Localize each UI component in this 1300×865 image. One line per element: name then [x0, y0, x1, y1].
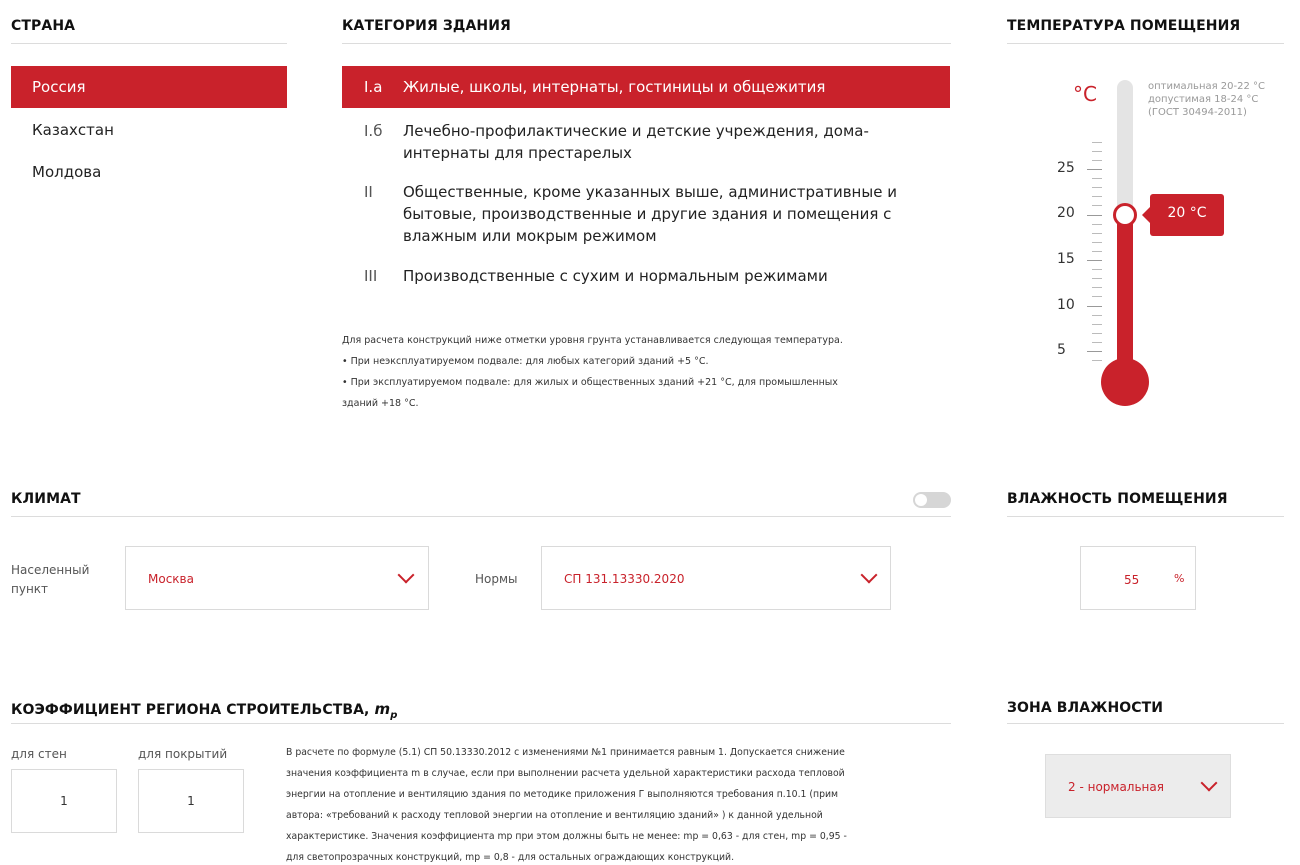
region-title-sub: p: [390, 709, 398, 721]
chevron-down-icon: [1201, 775, 1218, 792]
region-text-line: В расчете по формуле (5.1) СП 50.13330.2012 с изменениями №1 принимается равным 1. Допускается снижение: [286, 747, 845, 758]
humidity-zone-value: 2 - нормальная: [1068, 780, 1164, 794]
region-title-symbol: m: [374, 700, 391, 718]
thermometer-bulb: [1101, 358, 1149, 406]
scale-label: 15: [1057, 251, 1075, 267]
temperature-title: ТЕМПЕРАТУРА ПОМЕЩЕНИЯ: [1007, 18, 1241, 34]
temperature-hint-optimal: оптимальная 20-22 °С: [1148, 81, 1266, 92]
chevron-down-icon: [398, 567, 415, 584]
scale-minor-tick: [1092, 142, 1102, 143]
temperature-slider-handle[interactable]: [1113, 203, 1137, 227]
humidity-zone-select[interactable]: [1045, 754, 1231, 818]
badge-pointer: [1142, 207, 1150, 223]
city-label-line: Населенный: [11, 563, 90, 577]
roof-value: 1: [187, 794, 195, 808]
city-label: [11, 561, 89, 599]
walls-value: 1: [60, 794, 68, 808]
scale-minor-tick: [1092, 187, 1102, 188]
city-select-value: Москва: [148, 572, 194, 586]
humidity-zone-divider: [1007, 723, 1284, 724]
region-text-line: значения коэффициента m в случае, если при выполнении расчета удельной характеристики расхода тепловой: [286, 768, 845, 779]
scale-minor-tick: [1092, 324, 1102, 325]
scale-minor-tick: [1092, 224, 1102, 225]
region-text-line: для светопрозрачных конструкций, mр = 0,8 - для остальных ограждающих конструкций.: [286, 852, 735, 863]
region-text-line: энергии на отопление и вентиляцию здания по методике приложения Г выполняются требования п.10.1 (прим: [286, 789, 839, 800]
scale-label: 20: [1057, 205, 1075, 221]
country-item-label: Казахстан: [32, 121, 114, 139]
basement-note: [342, 330, 942, 414]
category-code: III: [364, 267, 378, 285]
thermometer[interactable]: [1040, 78, 1220, 408]
climate-title: КЛИМАТ: [11, 491, 81, 507]
basement-note-bullet-cont: зданий +18 °С.: [342, 398, 419, 409]
category-code: I.а: [364, 78, 383, 96]
category-label: Жилые, школы, интернаты, гостиницы и общежития: [403, 78, 826, 96]
basement-note-bullet: • При неэксплуатируемом подвале: для любых категорий зданий +5 °С.: [342, 356, 709, 367]
city-select[interactable]: [125, 546, 429, 610]
scale-minor-tick: [1092, 196, 1102, 197]
scale-minor-tick: [1092, 233, 1102, 234]
country-item-moldova[interactable]: [11, 151, 287, 193]
category-divider: [342, 43, 951, 44]
humidity-input[interactable]: [1080, 546, 1196, 610]
category-code: II: [364, 183, 373, 201]
scale-major-tick: [1087, 215, 1102, 216]
norms-select-value: СП 131.13330.2020: [564, 572, 685, 586]
roof-input[interactable]: [138, 769, 244, 833]
category-title: КАТЕГОРИЯ ЗДАНИЯ: [342, 18, 511, 34]
region-divider: [11, 723, 951, 724]
category-item-3[interactable]: [342, 265, 950, 287]
basement-note-bullet: • При эксплуатируемом подвале: для жилых и общественных зданий +21 °С, для промышленных: [342, 377, 838, 388]
humidity-value: 55: [1124, 573, 1140, 587]
scale-major-tick: [1087, 351, 1102, 352]
scale-label: 25: [1057, 160, 1075, 176]
temperature-divider: [1007, 43, 1284, 44]
thermometer-fill: [1117, 215, 1133, 379]
category-code: I.б: [364, 122, 383, 140]
country-item-label: Молдова: [32, 163, 102, 181]
scale-minor-tick: [1092, 205, 1102, 206]
roof-label: для покрытий: [138, 747, 228, 761]
scale-minor-tick: [1092, 333, 1102, 334]
region-title-text: КОЭФФИЦИЕНТ РЕГИОНА СТРОИТЕЛЬСТВА,: [11, 702, 370, 718]
country-title: СТРАНА: [11, 18, 76, 34]
scale-major-tick: [1087, 169, 1102, 170]
chevron-down-icon: [861, 567, 878, 584]
humidity-zone-title: ЗОНА ВЛАЖНОСТИ: [1007, 700, 1164, 716]
category-item-2[interactable]: [342, 181, 950, 247]
humidity-divider: [1007, 516, 1284, 517]
region-text-line: автора: «требований к расходу тепловой энергии на отопление и вентиляцию зданий» ) к данной удельной: [286, 810, 823, 821]
category-label: Общественные, кроме указанных выше, административные и бытовые, производственные и другие здания и помещения с влажным или мокрым режимом: [403, 183, 897, 245]
category-label: Лечебно-профилактические и детские учреждения, дома-интернаты для престарелых: [403, 122, 869, 162]
toggle-switch-icon: [915, 494, 927, 506]
scale-minor-tick: [1092, 278, 1102, 279]
temperature-value: 20 °C: [1167, 204, 1207, 221]
category-item-1a[interactable]: [342, 66, 950, 108]
region-title: [11, 700, 397, 721]
temperature-value-badge: [1150, 194, 1224, 236]
scale-minor-tick: [1092, 287, 1102, 288]
category-label: Производственные с сухим и нормальным режимами: [403, 267, 828, 285]
climate-divider: [11, 516, 951, 517]
humidity-title: ВЛАЖНОСТЬ ПОМЕЩЕНИЯ: [1007, 491, 1228, 507]
scale-minor-tick: [1092, 315, 1102, 316]
country-item-kazakhstan[interactable]: [11, 109, 287, 151]
country-divider: [11, 43, 287, 44]
scale-label: 10: [1057, 297, 1075, 313]
temperature-unit: °C: [1073, 82, 1097, 106]
scale-minor-tick: [1092, 269, 1102, 270]
walls-input[interactable]: [11, 769, 117, 833]
scale-minor-tick: [1092, 342, 1102, 343]
scale-minor-tick: [1092, 296, 1102, 297]
scale-minor-tick: [1092, 160, 1102, 161]
temperature-hint-gost: (ГОСТ 30494-2011): [1148, 107, 1247, 118]
category-item-1b[interactable]: [342, 120, 950, 164]
norms-select[interactable]: [541, 546, 891, 610]
scale-minor-tick: [1092, 242, 1102, 243]
scale-minor-tick: [1092, 251, 1102, 252]
scale-major-tick: [1087, 260, 1102, 261]
walls-label: для стен: [11, 747, 67, 761]
humidity-unit: %: [1174, 572, 1185, 585]
scale-minor-tick: [1092, 360, 1102, 361]
scale-minor-tick: [1092, 151, 1102, 152]
basement-note-intro: Для расчета конструкций ниже отметки уровня грунта устанавливается следующая температура.: [342, 335, 843, 346]
country-item-label: Россия: [32, 78, 86, 96]
temperature-hint-allowed: допустимая 18-24 °С: [1148, 94, 1259, 105]
country-item-russia[interactable]: [11, 66, 287, 108]
scale-major-tick: [1087, 306, 1102, 307]
scale-minor-tick: [1092, 178, 1102, 179]
region-description: [286, 742, 950, 865]
norms-label: Нормы: [475, 572, 518, 586]
city-label-line: пункт: [11, 582, 49, 596]
scale-label: 5: [1057, 342, 1066, 358]
climate-toggle[interactable]: [913, 492, 951, 508]
region-text-line: характеристике. Значения коэффициента mр при этом должны быть не менее: mр = 0,63 - для стен, mр = 0,95 -: [286, 831, 847, 842]
